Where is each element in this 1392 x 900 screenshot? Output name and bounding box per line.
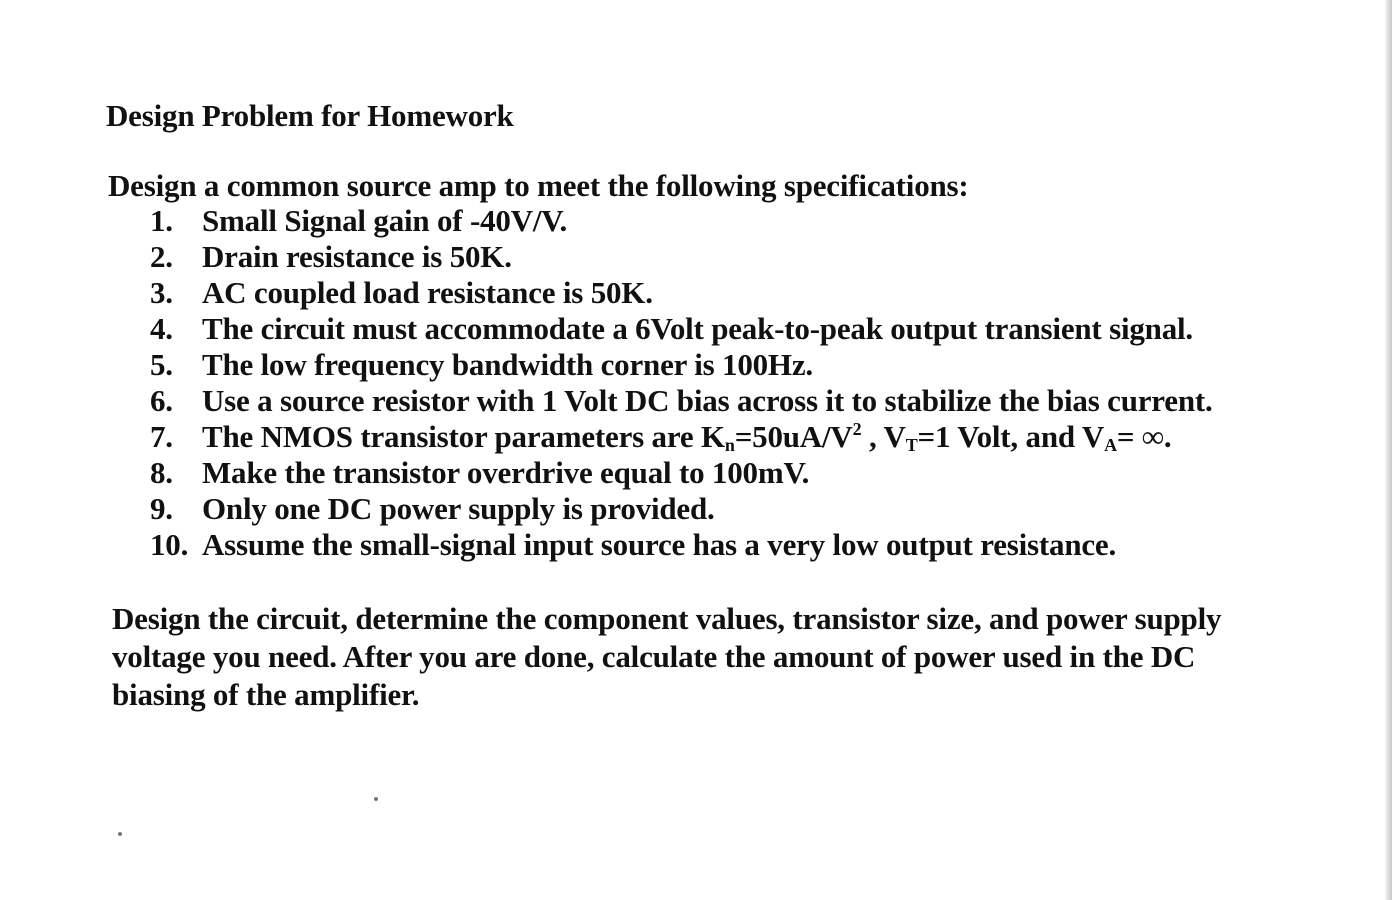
subscript-t: T [905,435,918,455]
spec-number: 3. [150,275,173,310]
spec-number: 6. [150,383,173,418]
spec-item-7 [150,419,1213,455]
spec-item-5 [150,347,1213,383]
spec-item-2 [150,239,1213,275]
spec-item-8 [150,455,1213,491]
spec-item-9 [150,491,1213,527]
spec-text-part: =50uA/V [734,419,853,454]
subscript-n: n [724,435,735,455]
spec-text: Make the transistor overdrive equal to 100mV. [202,455,810,490]
spec-item-10 [150,527,1213,563]
scan-speck [118,832,122,836]
spec-number: 9. [150,491,173,526]
spec-number: 10. [150,527,189,562]
specification-list [150,203,1213,563]
spec-number: 2. [150,239,173,274]
scan-speck [374,797,378,801]
spec-text: The low frequency bandwidth corner is 100Hz. [202,347,813,382]
spec-text: Small Signal gain of -40V/V. [202,203,568,238]
spec-text-part: The NMOS transistor parameters are K [202,419,725,454]
document-title: Design Problem for Homework [106,98,514,133]
spec-text-part: , V [861,419,906,454]
spec-number: 7. [150,419,173,454]
spec-item-6 [150,383,1213,419]
subscript-a: A [1104,435,1117,455]
closing-paragraph: Design the circuit, determine the component values, transistor size, and power supply voltage you need. After you are done, calculate the amount of power used in the DC biasing of the amplifier. [112,601,1222,712]
spec-number: 5. [150,347,173,382]
spec-text-part: =1 Volt, and V [917,419,1105,454]
spec-text [202,419,1171,455]
spec-number: 4. [150,311,173,346]
spec-text-part: = ∞. [1116,419,1172,454]
spec-item-4 [150,311,1213,347]
spec-text: Drain resistance is 50K. [202,239,512,274]
spec-number: 8. [150,455,173,490]
spec-text: Use a source resistor with 1 Volt DC bias across it to stabilize the bias current. [202,383,1213,418]
spec-text: Assume the small-signal input source has a very low output resistance. [202,527,1117,562]
spec-item-1 [150,203,1213,239]
spec-text: The circuit must accommodate a 6Volt peak-to-peak output transient signal. [202,311,1193,346]
spec-number: 1. [150,203,173,238]
scan-edge-shadow [1384,0,1392,900]
spec-text: AC coupled load resistance is 50K. [202,275,653,310]
superscript-2: 2 [852,419,862,439]
spec-item-3 [150,275,1213,311]
spec-text: Only one DC power supply is provided. [202,491,715,526]
intro-text: Design a common source amp to meet the following specifications: [108,168,969,203]
